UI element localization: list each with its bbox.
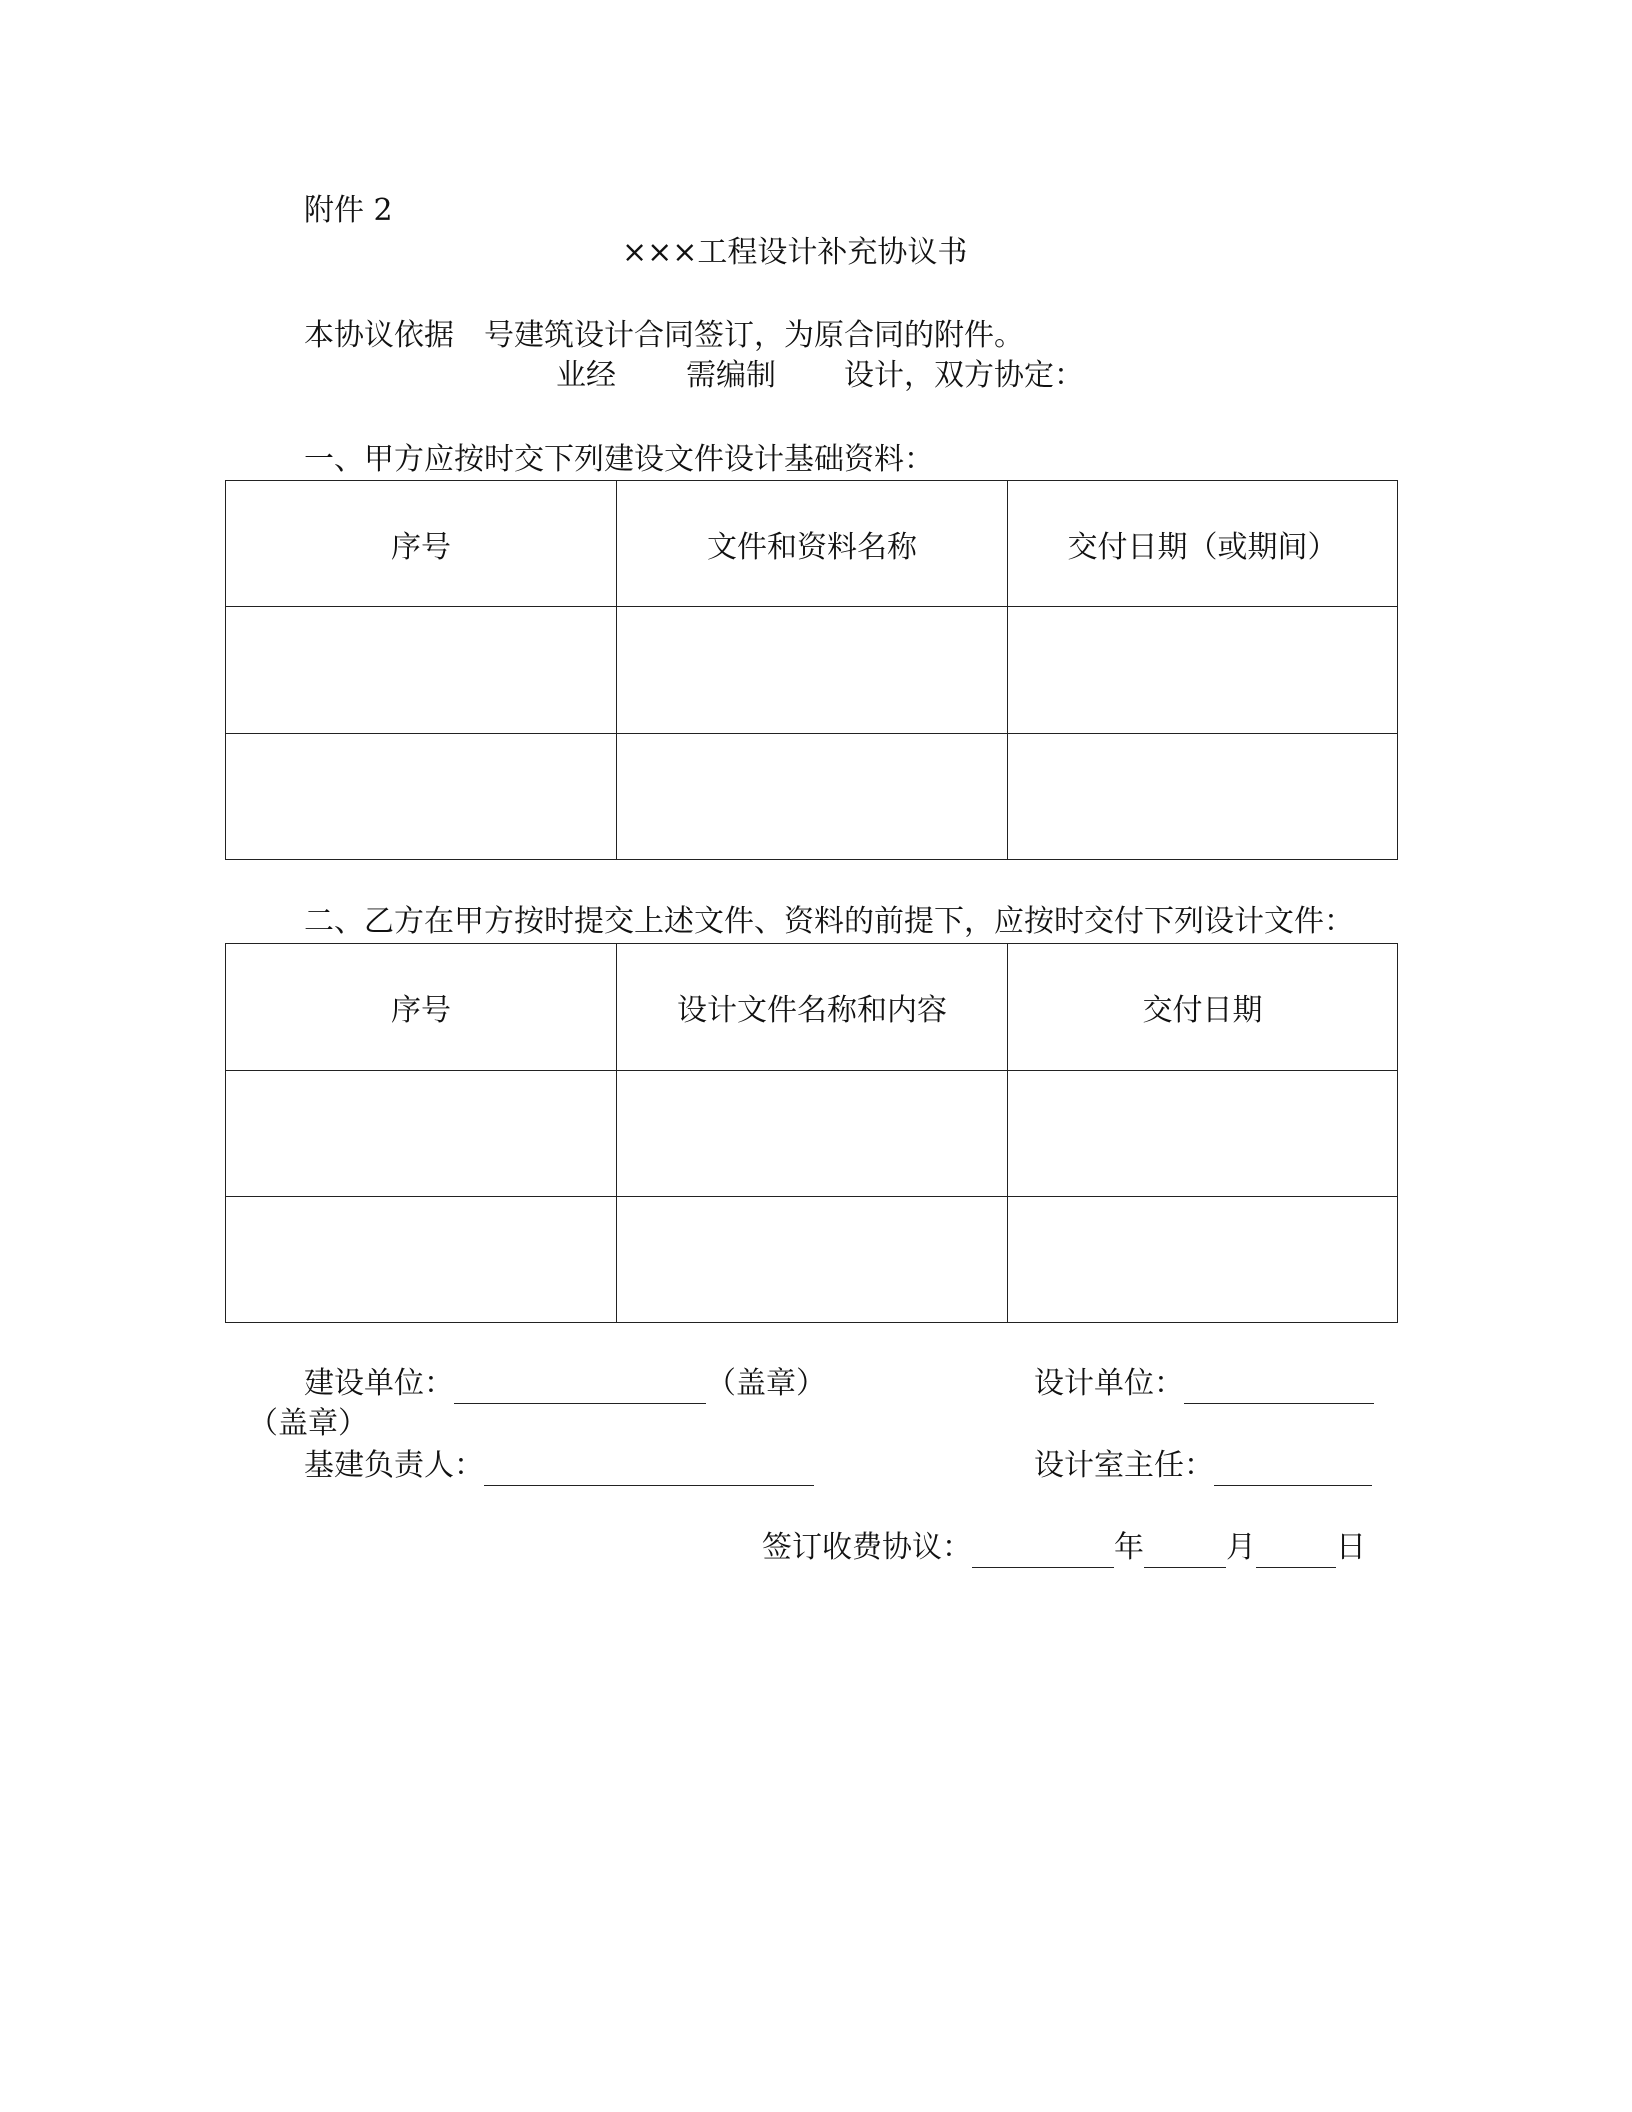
table-header-row xyxy=(226,481,1398,607)
builder-person-label: 基建负责人： xyxy=(304,1448,484,1483)
builder-unit-row xyxy=(304,1364,826,1404)
column-header: 文件和资料名称 xyxy=(617,481,1008,607)
attachment-label: 附件 2 xyxy=(304,193,393,228)
fee-agreement-label: 签订收费协议： xyxy=(762,1530,972,1565)
table-cell[interactable] xyxy=(1008,1071,1398,1197)
intro-line-2-part-a: 业经 xyxy=(556,358,616,393)
table-cell[interactable] xyxy=(617,607,1008,734)
intro-line-2-part-c: 设计，双方协定： xyxy=(844,358,1084,393)
month-label: 月 xyxy=(1226,1530,1256,1565)
table-cell[interactable] xyxy=(226,1197,617,1323)
table-header-row xyxy=(226,944,1398,1071)
design-unit-row xyxy=(1034,1364,1374,1404)
stamp-label: （盖章） xyxy=(706,1366,826,1401)
builder-person-row xyxy=(304,1446,814,1486)
design-director-label: 设计室主任： xyxy=(1034,1448,1214,1483)
section1-table xyxy=(225,480,1398,860)
design-director-row xyxy=(1034,1446,1372,1486)
table-cell[interactable] xyxy=(617,1071,1008,1197)
column-header: 交付日期 xyxy=(1008,944,1398,1071)
table-cell[interactable] xyxy=(1008,1197,1398,1323)
column-header: 交付日期（或期间） xyxy=(1008,481,1398,607)
day-blank[interactable] xyxy=(1256,1535,1336,1568)
section1-heading: 一、甲方应按时交下列建设文件设计基础资料： xyxy=(304,442,934,477)
intro-line-1: 本协议依据 号建筑设计合同签订，为原合同的附件。 xyxy=(304,318,1024,353)
table-cell[interactable] xyxy=(617,734,1008,860)
month-blank[interactable] xyxy=(1144,1535,1226,1568)
builder-person-blank[interactable] xyxy=(484,1453,814,1486)
design-unit-label: 设计单位： xyxy=(1034,1366,1184,1401)
table-row xyxy=(226,1071,1398,1197)
year-label: 年 xyxy=(1114,1530,1144,1565)
table-row xyxy=(226,734,1398,860)
fee-agreement-row xyxy=(762,1528,1366,1568)
day-label: 日 xyxy=(1336,1530,1366,1565)
table-cell[interactable] xyxy=(1008,607,1398,734)
table-cell[interactable] xyxy=(226,607,617,734)
document-title: ×××工程设计补充协议书 xyxy=(622,235,968,270)
column-header: 序号 xyxy=(226,944,617,1071)
builder-unit-label: 建设单位： xyxy=(304,1366,454,1401)
builder-unit-blank[interactable] xyxy=(454,1371,706,1404)
section2-heading: 二、乙方在甲方按时提交上述文件、资料的前提下，应按时交付下列设计文件： xyxy=(304,904,1354,939)
year-blank[interactable] xyxy=(972,1535,1114,1568)
table-row xyxy=(226,607,1398,734)
table-cell[interactable] xyxy=(226,1071,617,1197)
table-cell[interactable] xyxy=(617,1197,1008,1323)
column-header: 序号 xyxy=(226,481,617,607)
table-cell[interactable] xyxy=(226,734,617,860)
intro-line-2-part-b: 需编制 xyxy=(686,358,776,393)
design-director-blank[interactable] xyxy=(1214,1453,1372,1486)
column-header: 设计文件名称和内容 xyxy=(617,944,1008,1071)
table-cell[interactable] xyxy=(1008,734,1398,860)
section2-table xyxy=(225,943,1398,1323)
design-unit-blank[interactable] xyxy=(1184,1371,1374,1404)
stamp-label-design: （盖章） xyxy=(248,1406,368,1441)
table-row xyxy=(226,1197,1398,1323)
